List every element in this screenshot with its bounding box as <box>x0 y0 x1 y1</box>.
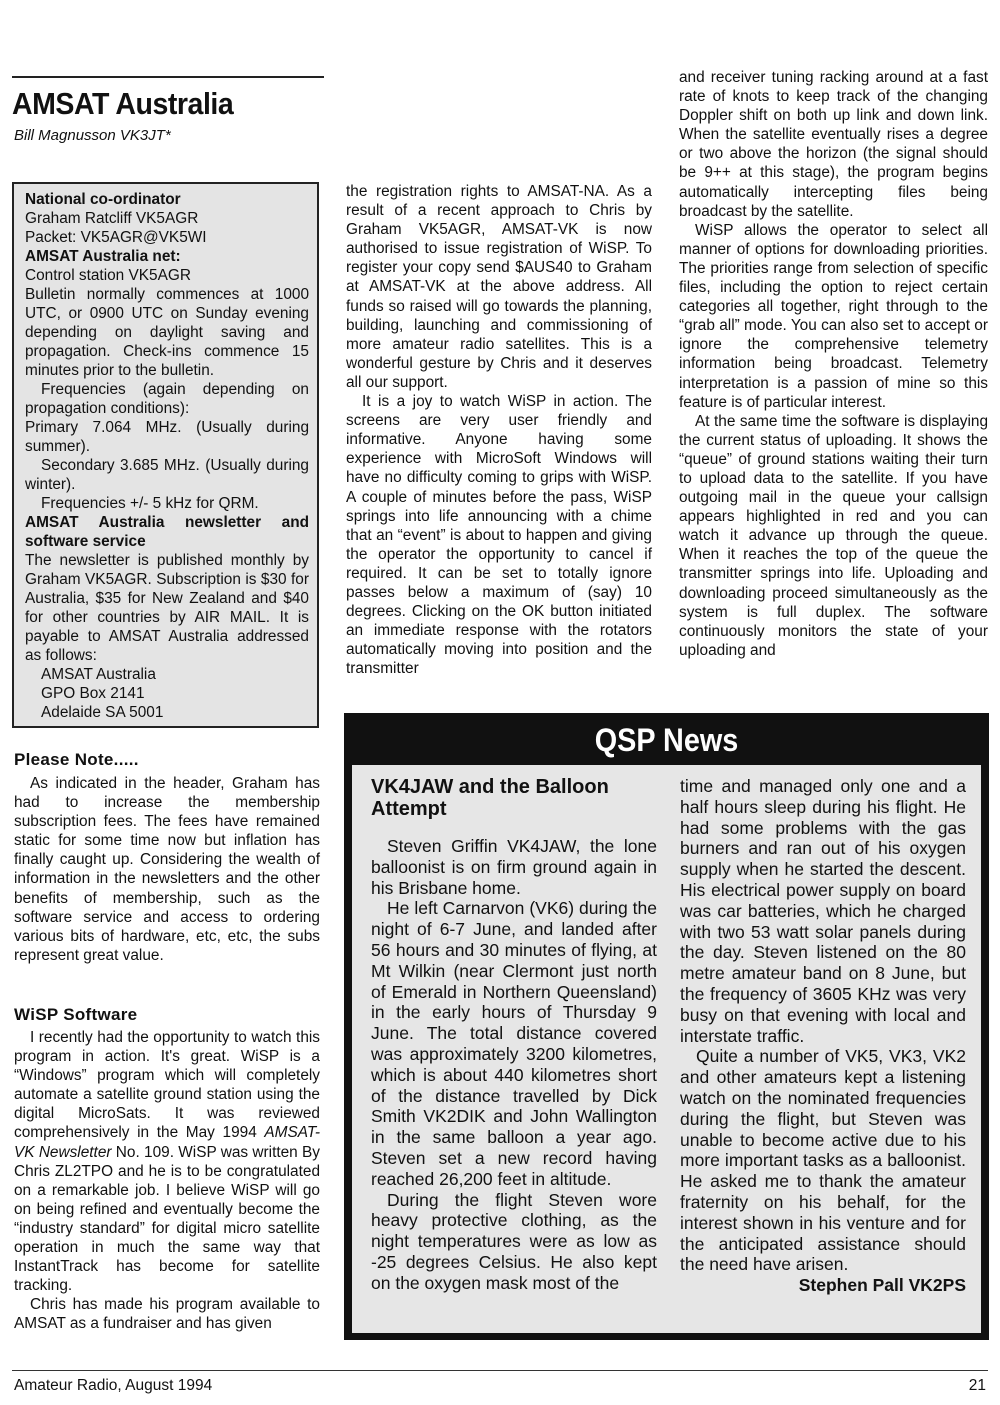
qsp-paragraph-5: Quite a number of VK5, VK3, VK2 and other amateurs kept a listening watch on the nominated frequencies during the flight, but Steven was unable to become active due to his more important tasks as a balloonist. He asked me to thank the amateur fraternity on his behalf, for the interest shown in his venture and for the anticipated assistance should the need have arisen. <box>680 1046 966 1275</box>
wisp-paragraph-1: I recently had the opportunity to watch this program in action. It's great. WiSP is a “Windows” program which will completely automate a satellite ground station using the digital MicroSats. It was reviewed comprehensively in the May 1994 AMSAT-VK Newsletter No. 109. WiSP was written By Chris ZL2TPO and he is to be congratulated on a remarkable job. I believe WiSP will go on being refined and eventually become the “industry standard” for digital micro satellite operation in much the same way that InstantTrack has become for satellite tracking. <box>14 1029 320 1295</box>
wisp-column-1 <box>14 1028 320 1334</box>
qsp-paragraph-3: During the flight Steven wore heavy protective clothing, as the night temperatures were as low as -25 degrees Celsius. He also kept on the oxygen mask most of the <box>371 1189 657 1293</box>
qsp-paragraph-1: Steven Griffin VK4JAW, the lone balloonist is on firm ground again in his Brisbane home. <box>371 836 657 898</box>
please-note-heading: Please Note..... <box>14 750 139 769</box>
newsletter-heading: AMSAT Australia newsletter and software service <box>25 514 309 550</box>
address-line: Adelaide SA 5001 <box>41 704 164 721</box>
article-signature: Stephen Pall VK2PS <box>798 1275 966 1296</box>
header-rule <box>12 76 324 78</box>
wisp-col3-paragraph-3: At the same time the software is displaying the current status of uploading. It shows the “queue” of ground stations waiting their turn to upload data to the satellite. If you have outgoing mail in the queue your callsign appears highlighted in red and you can watch it advance up through the queue. When it reaches the top of the queue the transmitter springs into life. Uploading and downloading proceed simultaneously as the system is full duplex. The software continuously monitors the state of your uploading and <box>679 412 988 659</box>
please-note-body <box>14 774 320 965</box>
wisp-column-3 <box>679 68 988 660</box>
footer-rule <box>12 1370 988 1371</box>
wisp-paragraph-2: Chris has made his program available to AMSAT as a fundraiser and has given <box>14 1296 320 1333</box>
qsp-column-1 <box>371 836 657 1294</box>
frequencies-intro: Frequencies (again depending on propagation conditions): <box>25 381 309 417</box>
packet-address: Packet: VK5AGR@VK5WI <box>25 229 207 246</box>
wisp-heading: WiSP Software <box>14 1005 138 1024</box>
please-note-text: As indicated in the header, Graham has had to increase the membership subscription fees. The fees have remained static for some time now but inflation has finally caught up. Considering the wealth of information in the newsletters and the other benefits of membership, such as the software service and access to ordering various bits of hardware, etc, etc, the subs represent great value. <box>14 775 320 964</box>
primary-frequency: Primary 7.064 MHz. (Usually during summer). <box>25 419 309 455</box>
qsp-news-banner: QSP News <box>594 722 739 758</box>
secondary-frequency: Secondary 3.685 MHz. (Usually during winter). <box>25 457 309 493</box>
control-station: Control station VK5AGR <box>25 267 191 284</box>
wisp-column-2 <box>346 182 652 678</box>
qsp-column-2 <box>680 776 966 1296</box>
net-heading: AMSAT Australia net: <box>25 248 181 265</box>
footer-publication: Amateur Radio, August 1994 <box>14 1377 213 1394</box>
wisp-col2-paragraph-1: the registration rights to AMSAT-NA. As a result of a recent approach to Chris by Graham VK5AGR, AMSAT-VK is now authorised to issue registration of WiSP. To register your copy send $AUS40 to Graham at AMSAT-VK at the above address. All funds so raised will go towards the planning, building, launching and commissioning of more amateur radio satellites. This is a wonderful gesture by Chris and it deserves all our support. <box>346 183 652 391</box>
bulletin-text: Bulletin normally commences at 1000 UTC, or 0900 UTC on Sunday evening depending on daylight saving and propagation. Check-ins commence 15 minutes prior to the bulletin. <box>25 286 309 379</box>
byline: Bill Magnusson VK3JT* <box>14 127 171 144</box>
address-line: GPO Box 2141 <box>41 685 145 702</box>
qsp-paragraph-4: time and managed only one and a half hours sleep during his flight. He had some problems with the gas burners and ran out of his oxygen supply when he started the descent. His electrical power supply on board was car batteries, which he charged with two 53 watt solar panels during the day. Steven listened on the 80 metre amateur band on 8 June, but the frequency of 3605 KHz was very busy on that evening with local and interstate traffic. <box>680 776 966 1046</box>
coordinator-heading: National co-ordinator <box>25 191 181 208</box>
qsp-paragraph-2: He left Carnarvon (VK6) during the night of 6-7 June, and landed after 56 hours and 30 minutes of flying, at Mt Wilkin (near Clermont just north of Emerald in Northern Queensland) in the early hours of Thursday 9 June. The total distance covered was approximately 3200 kilometres, which is about 440 kilometres short of the distance travelled by Dick Smith VK2DIK and John Wallington in the same balloon a year ago. Steven set a new record having reached 26,200 feet in altitude. <box>371 898 657 1189</box>
newsletter-text: The newsletter is published monthly by Graham VK5AGR. Subscription is $30 for Australia, $35 for New Zealand and $40 for other countries by AIR MAIL. It is payable to AMSAT Australia addressed as follows: <box>25 552 309 664</box>
info-box <box>12 182 319 728</box>
wisp-col2-paragraph-2: It is a joy to watch WiSP in action. The screens are very user friendly and informative. Anyone having some experience with MicroSoft Windows will have no difficulty coming to grips with WiSP. A couple of minutes before the pass, WiSP springs into life announcing with a chime that an “event” is about to happen and giving the operator the opportunity to cancel if required. It can be set to totally ignore passes below a maximum of (say) 10 degrees. Clicking on the OK button initiated an immediate response with the rotators automatically moving into position and the transmitter <box>346 393 652 678</box>
wisp-col3-paragraph-1: and receiver tuning racking around at a fast rate of knots to keep track of the changing Doppler shift on both up link and down link. When the satellite eventually rises a degree or two above the horizon (the signal should be 9++ at this stage), the program begins automatically intercepting files being broadcast by the satellite. <box>679 69 988 220</box>
wisp-col3-paragraph-2: WiSP allows the operator to select all manner of options for downloading priorities. The priorities range from selection of specific files, including the option to reject certain categories all together, right through to the “grab all” mode. You can also set to accept or ignore the comprehensive telemetry information being broadcast. Telemetry interpretation is a passion of mine so this feature is of particular interest. <box>679 221 988 411</box>
article-title: VK4JAW and the Balloon Attempt <box>371 776 609 820</box>
address-line: AMSAT Australia <box>41 666 156 683</box>
page-number: 21 <box>968 1377 986 1394</box>
qrm-note: Frequencies +/- 5 kHz for QRM. <box>41 495 259 512</box>
coordinator-name: Graham Ratcliff VK5AGR <box>25 210 199 227</box>
page-title: AMSAT Australia <box>12 86 234 121</box>
